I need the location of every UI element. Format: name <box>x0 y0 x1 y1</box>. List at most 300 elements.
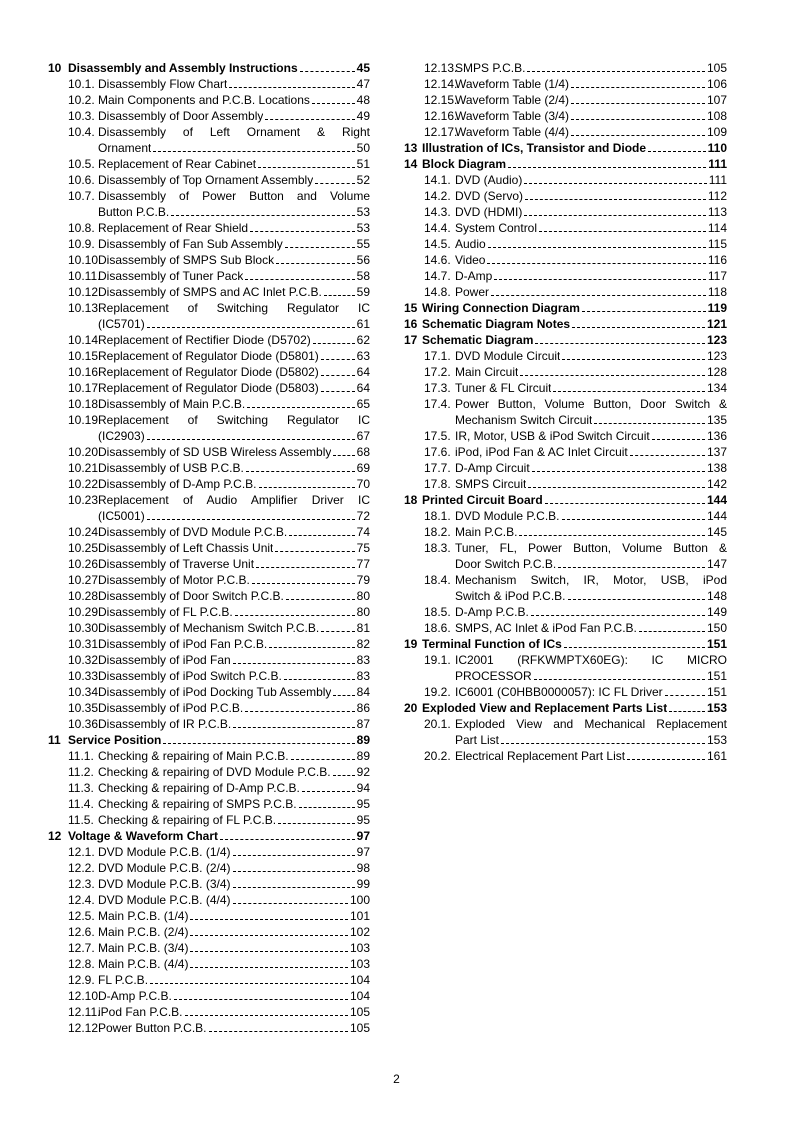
toc-entry[interactable] <box>404 108 727 124</box>
dot-leader <box>333 775 355 776</box>
toc-entry-number: 10.31. <box>68 637 102 651</box>
toc-entry-number: 10.23. <box>68 493 102 507</box>
toc-entry[interactable] <box>404 300 727 316</box>
toc-entry-leader-row <box>455 524 727 540</box>
toc-entry-number: 12.13. <box>424 61 458 75</box>
toc-entry-page: 53 <box>356 205 370 219</box>
toc-entry-body <box>455 76 727 92</box>
dot-leader <box>209 1031 348 1032</box>
toc-entry-body <box>455 476 727 492</box>
toc-entry-body <box>98 748 370 764</box>
toc-entry-page: 83 <box>356 653 370 667</box>
toc-entry-page: 113 <box>707 205 727 219</box>
toc-entry-body <box>455 444 727 460</box>
toc-entry-body <box>455 396 727 428</box>
toc-entry[interactable] <box>48 236 370 252</box>
toc-entry[interactable] <box>48 332 370 348</box>
toc-entry[interactable] <box>404 572 727 604</box>
toc-entry-page: 58 <box>356 269 370 283</box>
toc-entry[interactable] <box>48 300 370 332</box>
toc-entry[interactable] <box>48 748 370 764</box>
toc-entry-leader-row <box>98 956 370 972</box>
dot-leader <box>163 743 354 744</box>
toc-entry[interactable] <box>404 92 727 108</box>
dot-leader <box>245 279 354 280</box>
toc-entry-title: Disassembly of Motor P.C.B. <box>98 573 250 587</box>
toc-entry-number: 17.5. <box>424 429 451 443</box>
dot-leader <box>174 999 348 1000</box>
dot-leader <box>284 679 355 680</box>
toc-entry-body <box>98 636 370 652</box>
toc-entry[interactable] <box>404 188 727 204</box>
toc-entry-page: 62 <box>356 333 370 347</box>
toc-entry[interactable] <box>48 604 370 620</box>
toc-entry[interactable] <box>48 124 370 156</box>
toc-entry-leader-row <box>98 892 370 908</box>
toc-entry-title: DVD Module Circuit <box>455 349 561 363</box>
toc-entry[interactable] <box>404 652 727 684</box>
toc-entry[interactable] <box>48 284 370 300</box>
dot-leader <box>564 647 705 648</box>
toc-entry-body <box>98 332 370 348</box>
toc-entry[interactable] <box>48 636 370 652</box>
toc-entry[interactable] <box>48 348 370 364</box>
toc-entry[interactable] <box>48 476 370 492</box>
toc-entry-number: 17.2. <box>424 365 451 379</box>
toc-entry-page: 150 <box>706 621 727 635</box>
toc-entry-first-line: Tuner, FL, Power Button, Volume Button & <box>455 541 727 555</box>
toc-entry-title: Power Button P.C.B. <box>98 1021 207 1035</box>
toc-entry[interactable] <box>48 572 370 588</box>
toc-entry-number: 14.5. <box>424 237 451 251</box>
toc-entry-title: Disassembly of Main P.C.B. <box>98 397 246 411</box>
toc-entry-leader-row <box>98 316 370 332</box>
toc-entry[interactable] <box>404 716 727 748</box>
toc-entry-title: Disassembly of Door Switch P.C.B. <box>98 589 284 603</box>
toc-entry-number: 14 <box>404 157 418 171</box>
toc-entry[interactable] <box>48 956 370 972</box>
toc-entry-body <box>98 172 370 188</box>
toc-entry-leader-row <box>98 860 370 876</box>
toc-entry[interactable] <box>404 460 727 476</box>
toc-entry[interactable] <box>48 1020 370 1036</box>
toc-entry-page: 92 <box>356 765 370 779</box>
toc-entry-leader-row <box>455 236 727 252</box>
toc-entry-body <box>455 60 727 76</box>
toc-entry[interactable] <box>404 348 727 364</box>
dot-leader <box>524 183 706 184</box>
toc-entry-title: Disassembly of iPod P.C.B. <box>98 701 244 715</box>
toc-entry-page: 117 <box>707 269 727 283</box>
toc-entry[interactable] <box>48 60 370 76</box>
toc-entry-number: 10.5. <box>68 157 95 171</box>
toc-entry[interactable] <box>48 92 370 108</box>
toc-entry-title: D-Amp P.C.B. <box>455 605 529 619</box>
toc-entry[interactable] <box>48 780 370 796</box>
toc-entry[interactable] <box>48 364 370 380</box>
dot-leader <box>582 311 706 312</box>
toc-entry-title: Checking & repairing of Main P.C.B. <box>98 749 289 763</box>
toc-entry-body <box>455 716 727 748</box>
toc-entry-body <box>98 860 370 876</box>
toc-entry[interactable] <box>404 252 727 268</box>
toc-entry[interactable] <box>48 108 370 124</box>
toc-entry-body <box>455 604 727 620</box>
toc-entry-number: 10.17. <box>68 381 102 395</box>
toc-entry-leader-row <box>422 332 727 348</box>
toc-entry-title: DVD Module P.C.B. (2/4) <box>98 861 231 875</box>
toc-entry-title: Checking & repairing of D-Amp P.C.B. <box>98 781 300 795</box>
toc-entry-title: SMPS, AC Inlet & iPod Fan P.C.B. <box>455 621 637 635</box>
toc-entry-leader-row <box>98 796 370 812</box>
toc-entry-leader-row <box>455 220 727 236</box>
toc-entry-page: 77 <box>356 557 370 571</box>
toc-entry-leader-row <box>98 684 370 700</box>
dot-leader <box>220 839 355 840</box>
dot-leader <box>534 679 705 680</box>
dot-leader <box>285 247 355 248</box>
toc-entry[interactable] <box>404 204 727 220</box>
toc-entry-number: 11.1. <box>68 749 94 763</box>
toc-entry[interactable] <box>404 284 727 300</box>
toc-entry-title: Disassembly of SMPS and AC Inlet P.C.B. <box>98 285 322 299</box>
toc-entry-leader-row <box>98 1020 370 1036</box>
toc-entry[interactable] <box>404 748 727 764</box>
toc-entry-leader-row <box>68 60 370 76</box>
toc-entry[interactable] <box>48 220 370 236</box>
toc-entry[interactable] <box>48 860 370 876</box>
toc-entry[interactable] <box>48 620 370 636</box>
toc-entry-body <box>422 316 727 332</box>
toc-entry-leader-row <box>455 92 727 108</box>
dot-leader <box>630 455 705 456</box>
toc-entry-title: Switch & iPod P.C.B. <box>455 589 566 603</box>
toc-entry-page: 151 <box>706 685 727 699</box>
dot-leader <box>491 295 706 296</box>
toc-entry[interactable] <box>404 124 727 140</box>
toc-entry-body <box>98 444 370 460</box>
toc-entry-leader-row <box>455 444 727 460</box>
toc-entry-page: 138 <box>706 461 727 475</box>
toc-entry-page: 121 <box>706 317 727 331</box>
toc-entry-body <box>98 908 370 924</box>
toc-entry-body <box>98 300 370 332</box>
dot-leader <box>259 487 355 488</box>
toc-entry-leader-row <box>98 604 370 620</box>
toc-entry-leader-row <box>98 252 370 268</box>
toc-entry-body <box>422 300 727 316</box>
toc-entry[interactable] <box>404 364 727 380</box>
toc-entry-title: D-Amp Circuit <box>455 461 530 475</box>
toc-entry-body <box>422 492 727 508</box>
toc-entry-body <box>98 876 370 892</box>
toc-entry[interactable] <box>48 732 370 748</box>
toc-entry[interactable] <box>48 252 370 268</box>
toc-entry-body <box>455 460 727 476</box>
toc-entry-title: Replacement of Rectifier Diode (D5702) <box>98 333 311 347</box>
toc-entry-page: 89 <box>356 749 370 763</box>
toc-entry-page: 64 <box>356 381 370 395</box>
toc-entry-leader-row <box>455 684 727 700</box>
toc-entry[interactable] <box>404 444 727 460</box>
toc-entry-leader-row <box>98 652 370 668</box>
toc-entry-body <box>455 236 727 252</box>
toc-entry[interactable] <box>48 588 370 604</box>
toc-entry[interactable] <box>48 716 370 732</box>
toc-entry-number: 17.1. <box>424 349 451 363</box>
toc-entry-leader-row <box>98 396 370 412</box>
toc-entry-leader-row <box>98 716 370 732</box>
toc-entry[interactable] <box>404 684 727 700</box>
toc-entry[interactable] <box>404 524 727 540</box>
toc-entry-body <box>455 108 727 124</box>
toc-entry-leader-row <box>455 108 727 124</box>
toc-entry[interactable] <box>404 380 727 396</box>
toc-entry-page: 144 <box>706 493 727 507</box>
toc-entry-body <box>98 236 370 252</box>
dot-leader <box>558 567 705 568</box>
toc-entry-body <box>98 812 370 828</box>
toc-right-column <box>404 60 727 764</box>
toc-entry[interactable] <box>404 236 727 252</box>
toc-entry[interactable] <box>48 76 370 92</box>
toc-entry-title: Disassembly and Assembly Instructions <box>68 61 298 75</box>
toc-entry-leader-row <box>98 988 370 1004</box>
toc-entry-title: iPod Fan P.C.B. <box>98 1005 183 1019</box>
dot-leader <box>571 135 705 136</box>
toc-entry[interactable] <box>48 540 370 556</box>
toc-entry-page: 115 <box>707 237 727 251</box>
toc-entry[interactable] <box>404 396 727 428</box>
toc-entry[interactable] <box>48 876 370 892</box>
toc-entry-leader-row <box>455 428 727 444</box>
toc-entry-page: 65 <box>356 397 370 411</box>
toc-entry[interactable] <box>404 172 727 188</box>
toc-entry[interactable] <box>404 76 727 92</box>
dot-leader <box>333 695 354 696</box>
toc-entry-title: Waveform Table (4/4) <box>455 125 570 139</box>
toc-entry[interactable] <box>48 556 370 572</box>
dot-leader <box>315 183 354 184</box>
toc-entry[interactable] <box>48 908 370 924</box>
toc-entry-title: IR, Motor, USB & iPod Switch Circuit <box>455 429 650 443</box>
toc-entry-title: Voltage & Waveform Chart <box>68 829 219 843</box>
toc-entry-number: 11.3. <box>68 781 94 795</box>
toc-entry-page: 61 <box>356 317 370 331</box>
toc-entry[interactable] <box>404 636 727 652</box>
toc-entry[interactable] <box>48 988 370 1004</box>
dot-leader <box>302 791 355 792</box>
toc-entry[interactable] <box>404 60 727 76</box>
toc-entry-page: 114 <box>707 221 727 235</box>
toc-entry-number: 10.3. <box>68 109 95 123</box>
toc-entry-number: 14.6. <box>424 253 451 267</box>
toc-entry-first-line: Disassembly of Left Ornament & Right <box>98 125 370 139</box>
toc-entry-number: 10.29. <box>68 605 102 619</box>
toc-entry-page: 153 <box>706 733 727 747</box>
toc-entry-body <box>98 700 370 716</box>
toc-entry[interactable] <box>404 268 727 284</box>
toc-entry-body <box>455 524 727 540</box>
toc-entry-leader-row <box>422 316 727 332</box>
toc-entry[interactable] <box>48 972 370 988</box>
toc-entry-leader-row <box>98 268 370 284</box>
toc-entry-page: 52 <box>356 173 370 187</box>
page-number: 2 <box>393 1072 400 1086</box>
toc-entry-leader-row <box>422 700 727 716</box>
toc-entry[interactable] <box>48 1004 370 1020</box>
toc-entry[interactable] <box>404 140 727 156</box>
toc-entry-page: 50 <box>356 141 370 155</box>
toc-entry[interactable] <box>404 476 727 492</box>
toc-entry[interactable] <box>404 540 727 572</box>
toc-entry-body <box>98 972 370 988</box>
toc-entry-title: Disassembly of Left Chassis Unit <box>98 541 274 555</box>
toc-entry[interactable] <box>48 892 370 908</box>
toc-entry[interactable] <box>48 172 370 188</box>
dot-leader <box>321 391 355 392</box>
toc-entry[interactable] <box>48 460 370 476</box>
toc-entry-page: 106 <box>706 77 727 91</box>
toc-entry[interactable] <box>404 220 727 236</box>
toc-entry[interactable] <box>48 396 370 412</box>
toc-entry[interactable] <box>404 700 727 716</box>
toc-entry-title: DVD Module P.C.B. (4/4) <box>98 893 231 907</box>
dot-leader <box>488 247 706 248</box>
toc-entry-title: Exploded View and Replacement Parts List <box>422 701 668 715</box>
toc-entry-title: Printed Circuit Board <box>422 493 543 507</box>
toc-entry[interactable] <box>48 412 370 444</box>
dot-leader <box>639 631 705 632</box>
dot-leader <box>269 647 354 648</box>
toc-entry-number: 10.16. <box>68 365 102 379</box>
toc-entry-number: 12.7. <box>68 941 95 955</box>
toc-entry-title: Schematic Diagram Notes <box>422 317 571 331</box>
toc-entry-number: 15 <box>404 301 418 315</box>
toc-entry-title: Main P.C.B. (4/4) <box>98 957 189 971</box>
toc-entry[interactable] <box>48 188 370 220</box>
toc-entry[interactable] <box>48 812 370 828</box>
toc-entry-title: Disassembly of FL P.C.B. <box>98 605 233 619</box>
toc-entry[interactable] <box>404 508 727 524</box>
dot-leader <box>553 391 705 392</box>
toc-entry-body <box>98 460 370 476</box>
toc-entry-title: PROCESSOR <box>455 669 532 683</box>
toc-entry[interactable] <box>48 268 370 284</box>
dot-leader <box>539 231 706 232</box>
toc-entry-page: 104 <box>349 989 370 1003</box>
toc-entry-leader-row <box>98 348 370 364</box>
toc-entry-body <box>98 188 370 220</box>
dot-leader <box>150 983 348 984</box>
toc-entry[interactable] <box>404 604 727 620</box>
toc-entry[interactable] <box>48 924 370 940</box>
toc-entry-leader-row <box>98 556 370 572</box>
toc-entry[interactable] <box>48 796 370 812</box>
dot-leader <box>147 439 355 440</box>
toc-entry-title: Schematic Diagram <box>422 333 534 347</box>
toc-entry[interactable] <box>48 764 370 780</box>
toc-entry-title: Main Circuit <box>455 365 519 379</box>
toc-entry-leader-row <box>98 812 370 828</box>
toc-entry-number: 11.4. <box>68 797 94 811</box>
toc-entry[interactable] <box>48 684 370 700</box>
toc-entry-leader-row <box>422 492 727 508</box>
toc-entry-body <box>98 988 370 1004</box>
dot-leader <box>291 759 355 760</box>
dot-leader <box>313 343 355 344</box>
toc-entry[interactable] <box>48 652 370 668</box>
toc-entry-page: 95 <box>356 797 370 811</box>
toc-entry-leader-row <box>98 1004 370 1020</box>
toc-entry[interactable] <box>404 492 727 508</box>
toc-entry-number: 13 <box>404 141 418 155</box>
toc-entry-page: 149 <box>706 605 727 619</box>
toc-entry[interactable] <box>404 332 727 348</box>
toc-entry[interactable] <box>48 844 370 860</box>
toc-entry[interactable] <box>404 156 727 172</box>
toc-entry-title: Video <box>455 253 486 267</box>
toc-entry-first-line: Replacement of Switching Regulator IC <box>98 413 370 427</box>
toc-entry[interactable] <box>48 444 370 460</box>
toc-entry-leader-row <box>98 236 370 252</box>
toc-entry-first-line: Replacement of Switching Regulator IC <box>98 301 370 315</box>
toc-entry-leader-row <box>455 556 727 572</box>
dot-leader <box>235 615 355 616</box>
dot-leader <box>532 471 705 472</box>
toc-entry-page: 103 <box>349 941 370 955</box>
toc-entry-body <box>98 844 370 860</box>
toc-entry-leader-row <box>455 620 727 636</box>
toc-entry-title: Disassembly of Tuner Pack <box>98 269 244 283</box>
toc-entry-title: Disassembly of USB P.C.B. <box>98 461 244 475</box>
toc-entry-number: 17.8. <box>424 477 451 491</box>
toc-entry[interactable] <box>48 524 370 540</box>
toc-entry-title: (IC2903) <box>98 429 145 443</box>
toc-entry-title: Electrical Replacement Part List <box>455 749 626 763</box>
toc-entry-title: Illustration of ICs, Transistor and Diode <box>422 141 647 155</box>
toc-entry[interactable] <box>48 156 370 172</box>
toc-entry-leader-row <box>98 540 370 556</box>
toc-entry-title: D-Amp <box>455 269 493 283</box>
toc-entry[interactable] <box>48 940 370 956</box>
toc-entry-leader-row <box>455 588 727 604</box>
toc-entry-page: 137 <box>706 445 727 459</box>
dot-leader <box>256 567 355 568</box>
toc-entry-body <box>455 252 727 268</box>
toc-entry[interactable] <box>48 668 370 684</box>
toc-entry-number: 20 <box>404 701 418 715</box>
toc-entry[interactable] <box>404 620 727 636</box>
toc-entry[interactable] <box>404 316 727 332</box>
toc-entry-title: Button P.C.B. <box>98 205 170 219</box>
toc-entry-page: 53 <box>356 221 370 235</box>
toc-entry[interactable] <box>48 700 370 716</box>
toc-entry-page: 69 <box>356 461 370 475</box>
toc-entry-number: 10.11. <box>68 269 101 283</box>
dot-leader <box>562 519 705 520</box>
toc-entry-page: 147 <box>706 557 727 571</box>
toc-entry-number: 10.24. <box>68 525 102 539</box>
toc-entry[interactable] <box>404 428 727 444</box>
toc-entry-title: iPod, iPod Fan & AC Inlet Circuit <box>455 445 628 459</box>
toc-entry[interactable] <box>48 380 370 396</box>
dot-leader <box>190 967 347 968</box>
toc-entry[interactable] <box>48 492 370 524</box>
toc-entry-page: 110 <box>707 141 727 155</box>
toc-entry[interactable] <box>48 828 370 844</box>
toc-entry-number: 10.34. <box>68 685 102 699</box>
